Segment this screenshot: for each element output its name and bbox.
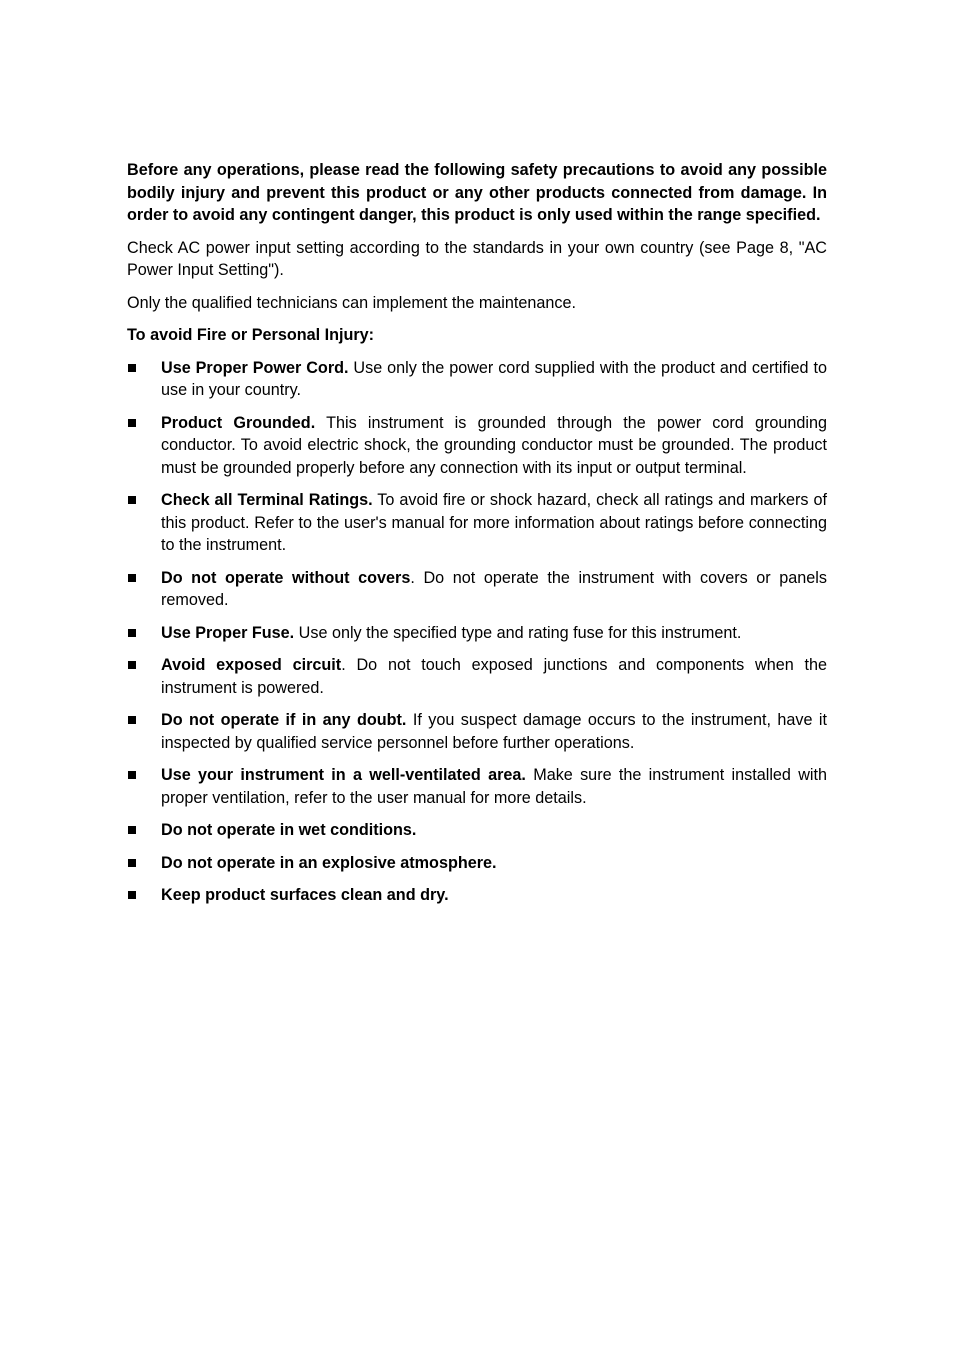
safety-item (127, 567, 827, 612)
square-bullet-icon (128, 629, 136, 637)
square-bullet-icon (128, 771, 136, 779)
safety-item-text: To avoid fire or shock hazard, check all ratings and markers of this product. Refer to the user's manual for more information about ratings before connecting to the instrument. (161, 491, 827, 554)
safety-item (127, 764, 827, 809)
square-bullet-icon (128, 891, 136, 899)
safety-item (127, 622, 827, 645)
safety-item-term: Do not operate in an explosive atmosphere. (161, 853, 497, 872)
square-bullet-icon (128, 826, 136, 834)
document-page (127, 159, 827, 917)
safety-list (127, 357, 827, 907)
safety-item-term: Check all Terminal Ratings. (161, 491, 373, 509)
section-heading: To avoid Fire or Personal Injury: (127, 326, 375, 344)
ac-power-note: Check AC power input setting according to the standards in your own country (see Page 8, "AC Power Input Setting"). (127, 238, 827, 279)
safety-item-text: Use only the power cord supplied with the product and certified to use in your country. (161, 358, 827, 399)
safety-item-term: Avoid exposed circuit (161, 656, 342, 674)
safety-item-text: If you suspect damage occurs to the instrument, have it inspected by qualified service personnel before further operations. (161, 711, 828, 752)
safety-item-text: . Do not operate the instrument with covers or panels removed. (161, 568, 827, 609)
safety-item-term: Do not operate in wet conditions. (161, 821, 417, 839)
safety-item-term: Use Proper Power Cord. (161, 358, 349, 377)
safety-item-text: Use only the specified type and rating fuse for this instrument. (294, 623, 742, 642)
safety-item (127, 357, 827, 402)
safety-item (127, 884, 827, 907)
square-bullet-icon (128, 716, 136, 724)
square-bullet-icon (128, 364, 136, 372)
safety-item (127, 654, 827, 699)
square-bullet-icon (128, 496, 136, 504)
safety-item-text: This instrument is grounded through the power cord grounding conductor. To avoid electric shock, the grounding conductor must be grounded. The product must be grounded properly before any connection with its input or output terminal. (161, 413, 827, 477)
square-bullet-icon (128, 574, 136, 582)
maintenance-note: Only the qualified technicians can implement the maintenance. (127, 293, 577, 312)
safety-item (127, 709, 827, 754)
intro-paragraph: Before any operations, please read the following safety precautions to avoid any possible bodily injury and prevent this product or any other products connected from damage. In order to avoid any contingent danger, this product is only used within the range specified. (127, 161, 827, 224)
square-bullet-icon (128, 859, 136, 867)
safety-item (127, 489, 827, 557)
safety-item-term: Use Proper Fuse. (161, 623, 295, 642)
square-bullet-icon (128, 419, 136, 427)
square-bullet-icon (128, 661, 136, 669)
safety-item-term: Keep product surfaces clean and dry. (161, 886, 449, 904)
safety-item-text: Make sure the instrument installed with proper ventilation, refer to the user manual for more details. (161, 766, 828, 807)
safety-item (127, 852, 827, 875)
safety-item-text: . Do not touch exposed junctions and components when the instrument is powered. (161, 656, 827, 697)
safety-item (127, 412, 827, 480)
safety-item-term: Do not operate if in any doubt. (161, 711, 407, 729)
safety-item (127, 819, 827, 842)
safety-item-term: Product Grounded. (161, 413, 316, 432)
safety-item-term: Use your instrument in a well-ventilated area. (161, 766, 526, 784)
safety-item-term: Do not operate without covers (161, 568, 411, 587)
